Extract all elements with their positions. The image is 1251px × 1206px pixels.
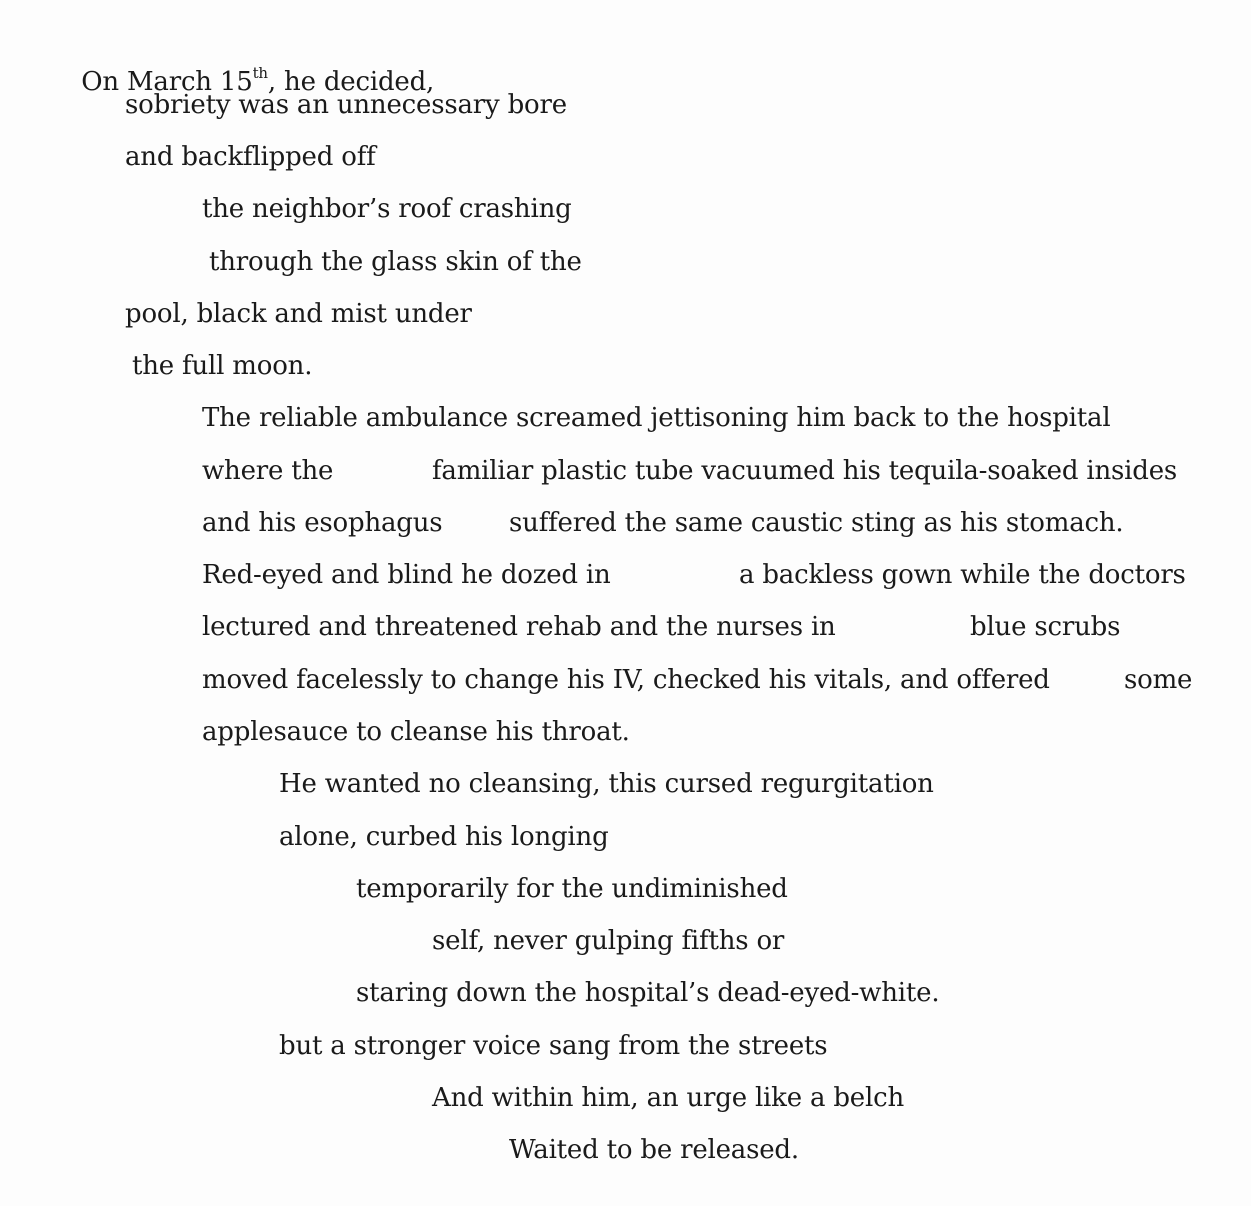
poem-line-9-start: where the	[202, 456, 334, 486]
poem-line-7: the full moon.	[132, 351, 313, 381]
poem-line-6: pool, black and mist under	[125, 299, 472, 329]
poem-line-17: temporarily for the undiminished	[356, 874, 788, 904]
poem-line-10-start: and his esophagus	[202, 508, 443, 538]
poem-line-22: Waited to be released.	[509, 1135, 799, 1165]
poem-line-18: self, never gulping fifths or	[432, 926, 785, 956]
poem-line-20: but a stronger voice sang from the streets	[279, 1031, 828, 1061]
poem-line-3: and backflipped off	[125, 142, 376, 172]
poem-line-15: He wanted no cleansing, this cursed regurgitation	[279, 769, 934, 799]
poem-line-1-text-end: , he decided,	[267, 67, 435, 97]
poem-line-5: through the glass skin of the	[209, 247, 582, 277]
poem-line-12-end: blue scrubs	[970, 612, 1121, 642]
poem-line-11-end: a backless gown while the doctors	[739, 560, 1186, 590]
ordinal-suffix: th	[252, 64, 268, 83]
poem-line-11-start: Red-eyed and blind he dozed in	[202, 560, 611, 590]
poem-line-1-text: On March 15	[81, 67, 253, 97]
poem-line-8: The reliable ambulance screamed jettisoning him back to the hospital	[202, 403, 1111, 433]
poem-line-13-end: some	[1124, 665, 1193, 695]
poem-line-2: sobriety was an unnecessary bore	[125, 90, 567, 120]
poem-line-19: staring down the hospital’s dead-eyed-white.	[356, 978, 940, 1008]
poem-line-9-end: familiar plastic tube vacuumed his tequila-soaked insides	[432, 456, 1178, 486]
poem-line-21: And within him, an urge like a belch	[432, 1083, 904, 1113]
poem-line-14: applesauce to cleanse his throat.	[202, 717, 630, 747]
poem-line-12-start: lectured and threatened rehab and the nurses in	[202, 612, 836, 642]
poem-line-16: alone, curbed his longing	[279, 822, 609, 852]
poem-line-13-start: moved facelessly to change his IV, checked his vitals, and offered	[202, 665, 1050, 695]
poem-line-10-end: suffered the same caustic sting as his stomach.	[509, 508, 1124, 538]
poem-line-4: the neighbor’s roof crashing	[202, 194, 572, 224]
